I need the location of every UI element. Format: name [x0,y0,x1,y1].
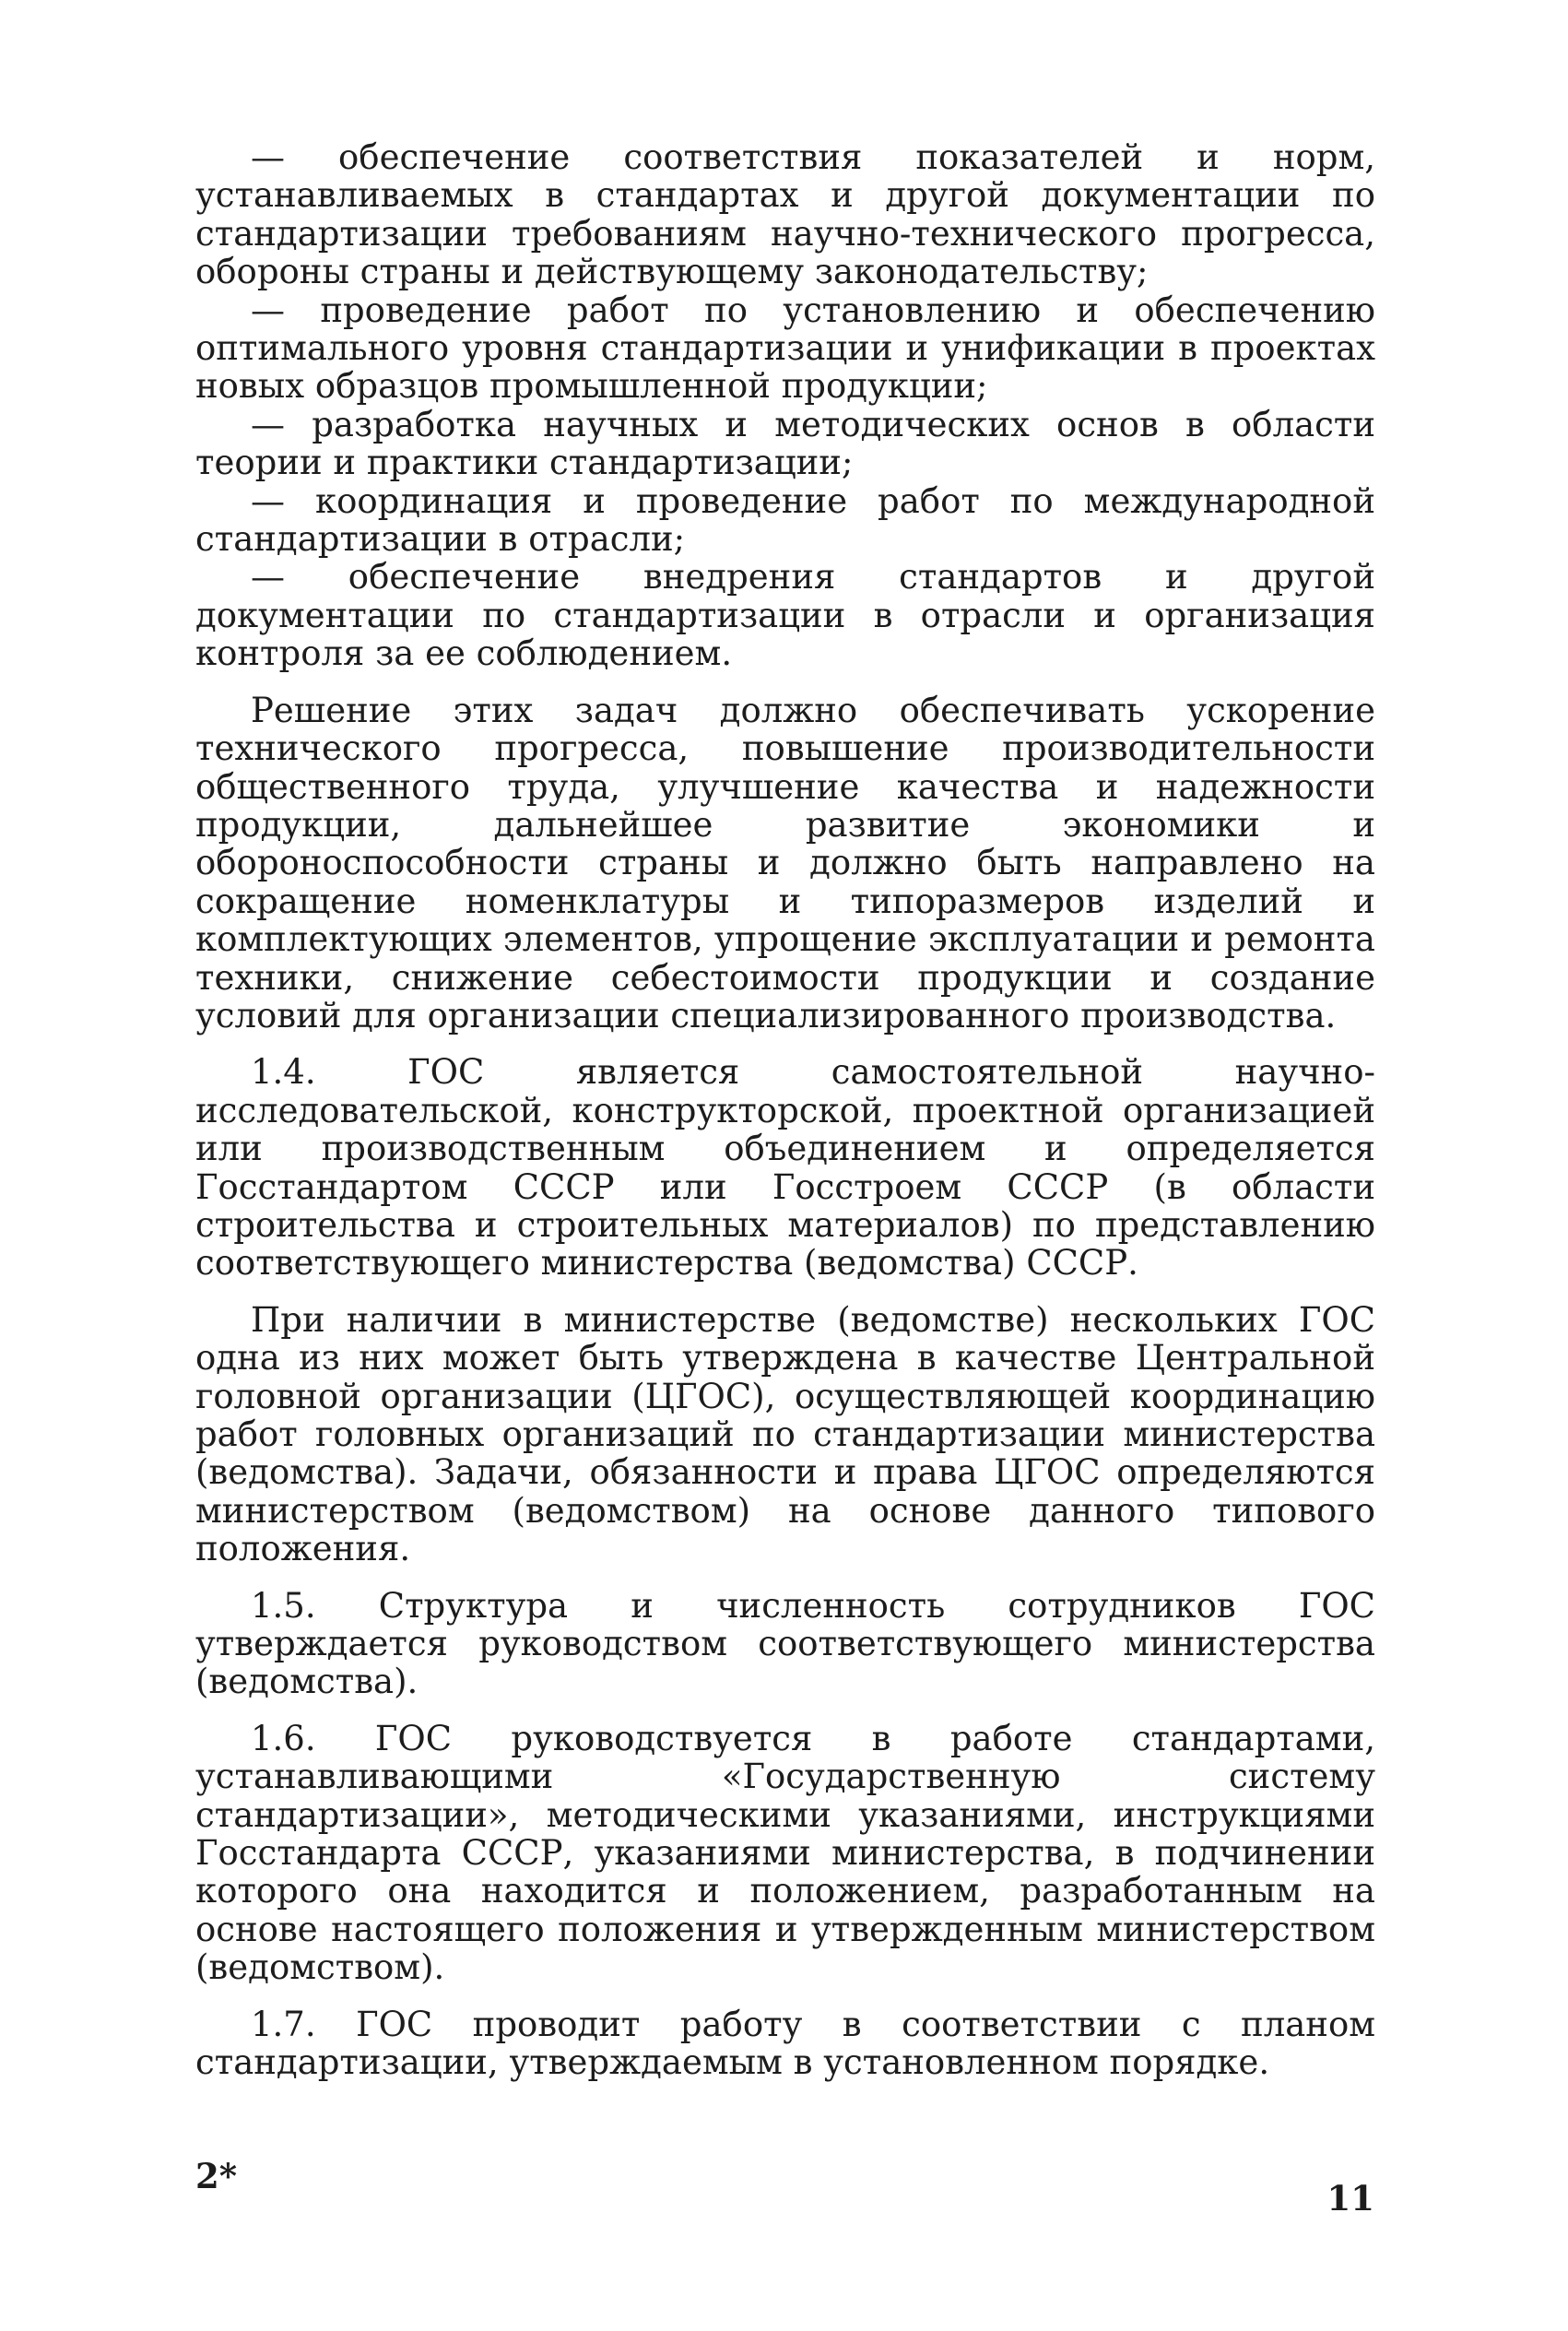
paragraph-task-goals: Решение этих задач должно обеспечивать ускорение технического прогресса, повышение производительности общественного труда, улучшение качества и надежности продукции, дальнейшее развитие экономики и обороноспособности страны и должно быть направлено на сокращение номенклатуры и типоразмеров изделий и комплектующих элементов, упрощение эксплуатации и ремонта техники, снижение себестоимости продукции и создание условий для организации специализированного производства. [195,690,1375,1035]
page-number: 11 [1326,2178,1374,2219]
signature-mark: 2* [195,2156,238,2196]
paragraph-cgos: При наличии в министерстве (ведомстве) нескольких ГОС одна из них может быть утверждена в качестве Центральной головной организации (ЦГОС), осуществляющей координацию работ головных организаций по стандартизации министерства (ведомства). Задачи, обязанности и права ЦГОС определяются министерством (ведомством) на основе данного типового положения. [195,1299,1375,1569]
paragraph-list-item-2: — проведение работ по установлению и обеспечению оптимального уровня стандартизации и унификации в проектах новых образцов промышленной продукции; [195,290,1375,407]
paragraph-list-item-1: — обеспечение соответствия показателей и норм, устанавливаемых в стандартах и другой документации по стандартизации требованиям научно-технического прогресса, обороны страны и действующему законодательству; [195,137,1375,292]
paragraph-section-1-6: 1.6. ГОС руководствуется в работе стандартами, устанавливающими «Государственную систему стандартизации», методическими указаниями, инструкциями Госстандарта СССР, указаниями министерства, в подчинении которого она находится и положением, разработанным на основе настоящего положения и утвержденным министерством (ведомством). [195,1718,1375,1988]
paragraph-list-item-3: — разработка научных и методических основ в области теории и практики стандартизации; [195,404,1375,483]
paragraph-section-1-7: 1.7. ГОС проводит работу в соответствии с планом стандартизации, утверждаемым в установленном порядке. [195,2004,1375,2083]
body-text [195,138,1375,2082]
paragraph-list-item-5: — обеспечение внедрения стандартов и другой документации по стандартизации в отрасли и организация контроля за ее соблюдением. [195,557,1375,674]
paragraph-list-item-4: — координация и проведение работ по международной стандартизации в отрасли; [195,480,1375,560]
paragraph-section-1-5: 1.5. Структура и численность сотрудников ГОС утверждается руководством соответствующего министерства (ведомства). [195,1585,1375,1702]
paragraph-section-1-4: 1.4. ГОС является самостоятельной научно-исследовательской, конструкторской, проектной организацией или производственным объединением и определяется Госстандартом СССР или Госстроем СССР (в области строительства и строительных материалов) по представлению соответствующего министерства (ведомства) СССР. [195,1052,1375,1284]
